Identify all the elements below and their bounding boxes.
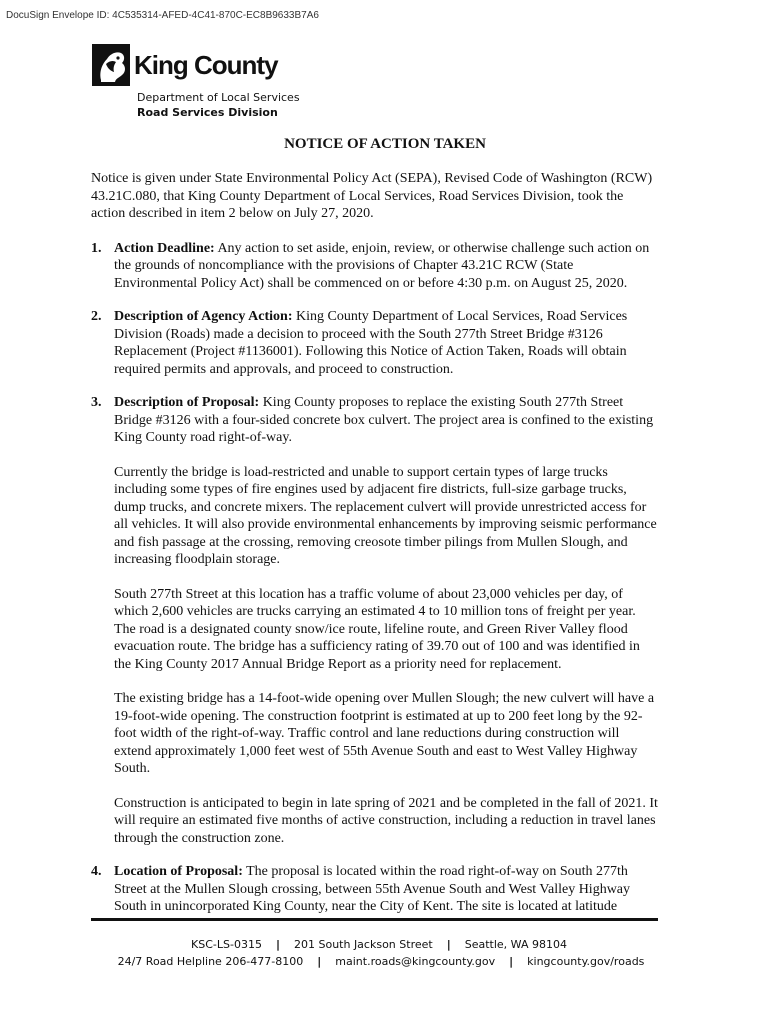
item-number: 2. [91, 309, 102, 324]
item-heading: Action Deadline: [114, 240, 215, 256]
footer-form-code: KSC-LS-0315 [191, 938, 262, 951]
item-proposal-description [91, 394, 659, 847]
proposal-paragraph-schedule: Construction is anticipated to begin in late spring of 2021 and be completed in the fall of 2021. It will require an estimated five months of active construction, including a reduction in travel lanes through the construction zone. [114, 795, 658, 846]
item-text: King County proposes to replace the existing South 277th Street Bridge #3126 with a four-sided concrete box culvert. The project area is confined to the existing King County road right-of-way. [114, 395, 654, 445]
footer-separator: | [446, 938, 451, 951]
notice-title: NOTICE OF ACTION TAKEN [284, 136, 486, 152]
item-proposal-location [91, 863, 659, 916]
footer-separator: | [317, 955, 322, 968]
division-name: Road Services Division [137, 106, 278, 119]
king-county-emblem-icon [92, 44, 130, 86]
department-header [137, 90, 300, 120]
footer-website-link[interactable]: kingcounty.gov/roads [527, 955, 645, 968]
item-heading: Description of Agency Action: [114, 309, 293, 324]
item-number: 1. [91, 240, 102, 256]
footer-separator: | [509, 955, 514, 968]
footer-city: Seattle, WA 98104 [464, 938, 567, 951]
item-number: 3. [91, 395, 102, 410]
logo-wordmark: King County [134, 50, 278, 80]
footer-address: 201 South Jackson Street [293, 938, 433, 951]
item-heading: Description of Proposal: [114, 395, 260, 410]
proposal-paragraph-construction-footprint: The existing bridge has a 14-foot-wide opening over Mullen Slough; the new culvert will have a 19-foot-wide opening. The construction footprint is estimated at up to 200 feet long by the 92-foot width of the right-of-way. Traffic control and lane reductions during construction will extend approximately 1,000 feet west of 55th Avenue South and east to West Valley Highway South. [114, 691, 655, 776]
item-agency-action [91, 308, 659, 378]
intro-paragraph: Notice is given under State Environmental Policy Act (SEPA), Revised Code of Washington (RCW) 43.21C.080, that King County Department of Local Services, Road Services Division, took the action described in item 2 below on July 27, 2020. [91, 171, 653, 221]
footer-separator: | [275, 938, 280, 951]
item-action-deadline [91, 240, 659, 293]
item-text: King County Department of Local Services, Road Services Division (Roads) made a decision to proceed with the South 277th Street Bridge #3126 Replacement (Project #1136001). Following this Notice of Action Taken, Roads will obtain required permits and approvals, and proceed to construction. [114, 309, 628, 377]
docusign-envelope-id: DocuSign Envelope ID: 4C535314-AFED-4C41-870C-EC8B9633B7A6 [6, 10, 319, 21]
notice-body [91, 170, 659, 932]
footer-helpline: 24/7 Road Helpline 206-477-8100 [117, 955, 304, 968]
footer-email-link[interactable]: maint.roads@kingcounty.gov [335, 955, 496, 968]
department-name: Department of Local Services [137, 91, 300, 104]
footer-divider [91, 918, 658, 921]
footer-line-1 [0, 938, 764, 951]
footer-line-2 [0, 955, 766, 968]
item-heading: Location of Proposal: [114, 864, 243, 879]
proposal-paragraph-bridge-condition: Currently the bridge is load-restricted and unable to support certain types of large trucks including some types of fire engines used by adjacent fire districts, full-size garbage trucks, dump trucks, and concrete mixers. The replacement culvert will provide unrestricted access for all vehicles. It will also provide environmental enhancements by improving seismic performance and fish passage at the crossing, removing creosote timber pilings from Mullen Slough, and increasing floodplain storage. [114, 464, 657, 567]
item-number: 4. [91, 864, 102, 879]
item-text: Any action to set aside, enjoin, review, or otherwise challenge such action on the grounds of noncompliance with the provisions of Chapter 43.21C RCW (State Environmental Policy Act) shall be commenced on or before 4:30 p.m. on August 25, 2020. [114, 240, 650, 291]
proposal-paragraph-traffic-volume: South 277th Street at this location has a traffic volume of about 23,000 vehicles per day, of which 2,600 vehicles are trucks carrying an estimated 4 to 10 million tons of freight per year. The road is a designated county snow/ice route, lifeline route, and Green River Valley flood evacuation route. The bridge has a sufficiency rating of 39.70 out of 100 and was identified in the King County 2017 Annual Bridge Report as a priority need for replacement. [114, 586, 640, 672]
item-text: The proposal is located within the road right-of-way on South 277th Street at the Mullen Slough crossing, between 55th Avenue South and West Valley Highway South in unincorporated King County, near the City of Kent. The site is located at latitude [114, 864, 631, 914]
